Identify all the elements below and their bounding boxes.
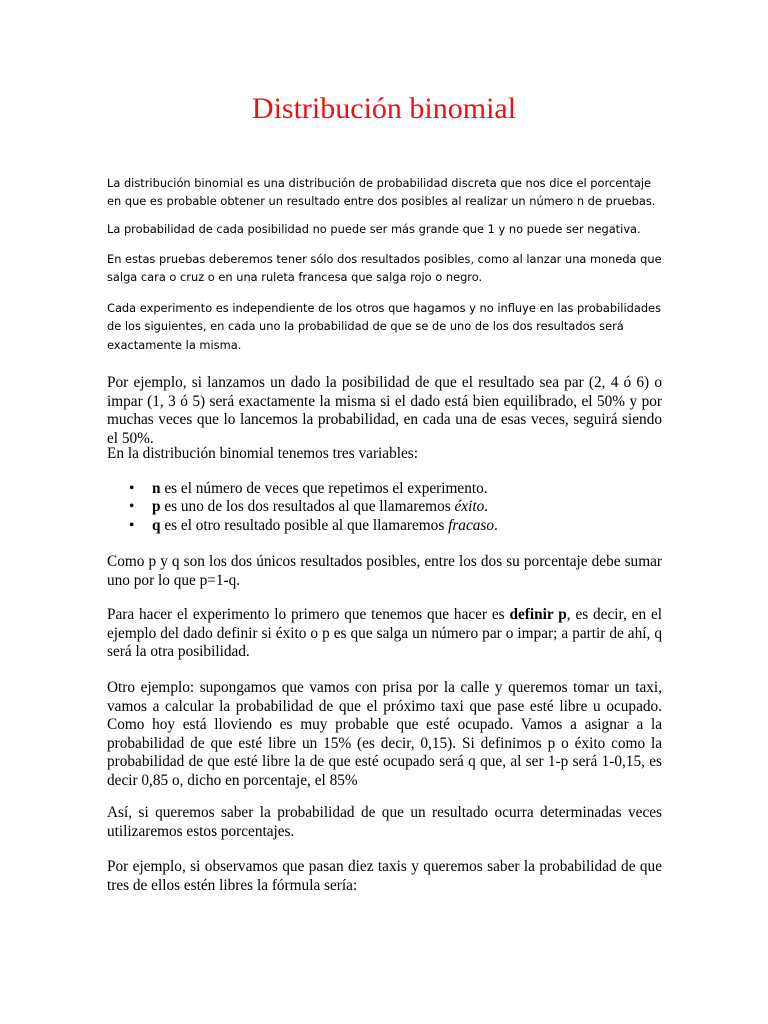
bullet-icon: •	[129, 480, 135, 497]
define-p-before: Para hacer el experimento lo primero que tenemos que hacer es	[107, 606, 510, 623]
page-title: Distribución binomial	[251, 92, 517, 125]
intro-paragraph: La distribución binomial es una distribución de probabilidad discreta que nos dice el porcentaje en que es probable obtener un resultado entre dos posibles al realizar un número n de pruebas.	[107, 176, 656, 209]
intro-paragraph: En estas pruebas deberemos tener sólo dos resultados posibles, como al lanzar una moneda que salga cara o cruz o en una ruleta francesa que salga rojo o negro.	[107, 252, 662, 285]
variables-intro: En la distribución binomial tenemos tres variables:	[107, 445, 418, 462]
taxi-example-paragraph: Otro ejemplo: supongamos que vamos con prisa por la calle y queremos tomar un taxi, vamos a calcular la probabilidad de que el próximo taxi que pase esté libre u ocupado. Como hoy está lloviendo es muy probable que esté ocupado. Vamos a asignar a la probabilidad de que esté libre un 15% (es decir, 0,15). Si definimos p o éxito como la probabilidad de que esté libre la de que esté ocupado será q que, al ser 1-p será 1-0,15, es decir 0,85 o, dicho en porcentaje, el 85%	[107, 679, 662, 789]
variables-list	[107, 480, 662, 535]
define-p-paragraph	[107, 606, 662, 662]
list-item	[107, 480, 662, 498]
bullet-icon: •	[129, 498, 135, 516]
variable-description: es el otro resultado posible al que llamaremos	[160, 516, 449, 534]
formula-intro-paragraph: Por ejemplo, si observamos que pasan diez taxis y queremos saber la probabilidad de que tres de ellos estén libres la fórmula sería:	[107, 858, 662, 894]
define-p-bold: definir p	[509, 606, 567, 623]
variable-emphasis: fracaso	[448, 516, 495, 534]
variable-emphasis: éxito	[454, 498, 485, 516]
dice-example-paragraph: Por ejemplo, si lanzamos un dado la posibilidad de que el resultado sea par (2, 4 ó 6) o impar (1, 3 ó 5) será exactamente la misma si el dado está bien equilibrado, el 50% y por muchas veces que lo lancemos la probabilidad, en cada una de esas veces, seguirá siendo el 50%.	[107, 374, 662, 447]
list-item	[107, 498, 662, 516]
bullet-icon: •	[129, 516, 135, 534]
variable-end: .	[484, 498, 489, 516]
variable-end: .	[494, 516, 498, 534]
variable-description: es el número de veces que repetimos el experimento.	[160, 480, 488, 497]
variable-description: es uno de los dos resultados al que llamaremos	[160, 498, 455, 516]
list-item	[107, 517, 662, 535]
variable-term: q	[152, 516, 161, 534]
pq-note-paragraph: Como p y q son los dos únicos resultados posibles, entre los dos su porcentaje debe sumar uno por lo que p=1-q.	[107, 553, 662, 589]
define-p-after: , es decir, en el ejemplo del dado definir si éxito o p es que salga un número par o impar; a partir de ahí, q será la otra posibilidad.	[107, 606, 662, 660]
intro-paragraph: La probabilidad de cada posibilidad no puede ser más grande que 1 y no puede ser negativa.	[107, 222, 641, 236]
percentages-paragraph: Así, si queremos saber la probabilidad de que un resultado ocurra determinadas veces utilizaremos estos porcentajes.	[107, 804, 662, 840]
intro-paragraph: Cada experimento es independiente de los otros que hagamos y no influye en las probabilidades de los siguientes, en cada uno la probabilidad de que se de uno de los dos resultados será exactamente la misma.	[107, 301, 662, 352]
variable-term: n	[152, 480, 161, 497]
variable-term: p	[152, 498, 161, 516]
